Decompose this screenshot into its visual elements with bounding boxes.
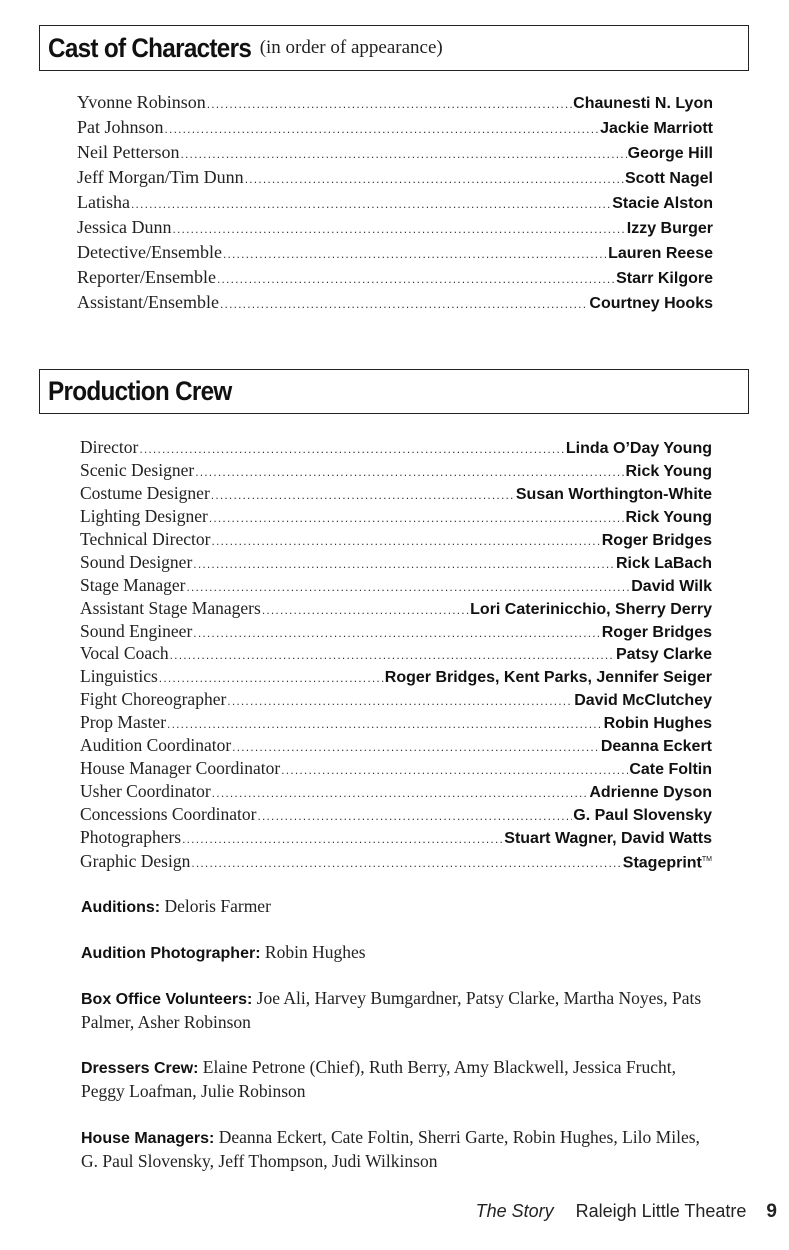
crew-name: David McClutchey — [574, 692, 712, 710]
crew-name: Roger Bridges — [601, 623, 712, 641]
crew-name: Stuart Wagner, David Watts — [504, 829, 712, 847]
crew-row — [80, 459, 712, 482]
leader-dots — [212, 782, 589, 805]
trademark-mark: TM — [701, 855, 712, 863]
crew-name: Rick Young — [625, 508, 712, 526]
leader-dots — [227, 690, 573, 713]
cast-actor: Jackie Marriott — [600, 120, 713, 137]
credit-auditions — [81, 895, 721, 919]
cast-list — [77, 90, 713, 315]
credit-text: Deanna Eckert, Cate Foltin, Sherri Garte, Robin Hughes, Lilo Miles, G. Paul Slovensky, Jeff Thompson, Judi Wilkinson — [81, 1127, 700, 1171]
credit-label: House Managers: — [81, 1130, 215, 1147]
crew-role: Sound Engineer — [80, 620, 193, 641]
cast-row — [77, 290, 713, 315]
credit-audition-photographer — [81, 941, 721, 965]
crew-name: Roger Bridges, Kent Parks, Jennifer Seiger — [384, 669, 712, 687]
crew-row — [80, 826, 712, 849]
crew-name: Adrienne Dyson — [589, 784, 712, 802]
leader-dots — [195, 461, 624, 484]
crew-role: Vocal Coach — [80, 643, 169, 664]
crew-heading: Production Crew — [48, 376, 232, 406]
crew-role: Assistant Stage Managers — [80, 597, 261, 618]
crew-row — [80, 780, 712, 803]
leader-dots — [207, 92, 572, 117]
cast-actor: Courtney Hooks — [589, 295, 713, 312]
cast-actor: George Hill — [627, 145, 713, 162]
crew-row — [80, 803, 712, 826]
leader-dots — [217, 267, 615, 292]
page-footer — [476, 1201, 777, 1223]
crew-name: Linda O’Day Young — [565, 440, 712, 457]
crew-role: Technical Director — [80, 528, 211, 549]
cast-row — [77, 165, 713, 190]
leader-dots — [257, 805, 572, 828]
leader-dots — [186, 576, 630, 599]
credit-text: Joe Ali, Harvey Bumgardner, Patsy Clarke, Martha Noyes, Pats Palmer, Asher Robinson — [81, 988, 702, 1032]
crew-row — [80, 551, 712, 574]
crew-role: Linguistics — [80, 666, 158, 687]
crew-row — [80, 734, 712, 757]
crew-name: Roger Bridges — [601, 531, 712, 549]
crew-name: Lori Caterinicchio, Sherry Derry — [470, 600, 712, 618]
crew-row — [80, 688, 712, 711]
crew-name: Patsy Clarke — [615, 646, 712, 664]
crew-name: G. Paul Slovensky — [573, 807, 712, 824]
crew-row — [80, 482, 712, 505]
crew-row — [80, 665, 712, 688]
crew-row — [80, 528, 712, 551]
leader-dots — [245, 167, 624, 192]
cast-row — [77, 115, 713, 140]
leader-dots — [209, 507, 625, 530]
leader-dots — [191, 852, 621, 875]
crew-name: Susan Worthington-White — [515, 485, 712, 503]
cast-actor: Chaunesti N. Lyon — [573, 95, 713, 112]
leader-dots — [165, 117, 600, 142]
leader-dots — [167, 713, 603, 736]
cast-role: Assistant/Ensemble — [77, 292, 219, 312]
crew-role: Stage Manager — [80, 574, 186, 595]
page-number: 9 — [766, 1201, 777, 1222]
leader-dots — [193, 553, 615, 576]
leader-dots — [131, 192, 611, 217]
cast-row — [77, 90, 713, 115]
cast-actor: Scott Nagel — [624, 170, 713, 187]
cast-row — [77, 215, 713, 240]
leader-dots — [211, 530, 600, 553]
crew-row — [80, 757, 712, 780]
credit-label: Auditions: — [81, 899, 161, 916]
crew-list — [80, 436, 712, 872]
cast-actor: Starr Kilgore — [616, 270, 713, 287]
leader-dots — [180, 142, 626, 167]
crew-row — [80, 711, 712, 734]
credit-text: Deloris Farmer — [164, 896, 271, 916]
crew-row — [80, 574, 712, 597]
crew-role: Graphic Design — [80, 851, 191, 872]
crew-name: David Wilk — [631, 577, 712, 595]
crew-row — [80, 597, 712, 620]
cast-actor: Stacie Alston — [612, 195, 713, 212]
crew-row — [80, 642, 712, 665]
leader-dots — [232, 736, 600, 759]
cast-role: Yvonne Robinson — [77, 92, 206, 112]
credit-house-managers — [81, 1126, 721, 1173]
leader-dots — [262, 599, 469, 622]
cast-heading-box — [39, 25, 749, 71]
leader-dots — [182, 828, 503, 851]
cast-role: Neil Petterson — [77, 142, 180, 162]
cast-role: Jeff Morgan/Tim Dunn — [77, 167, 244, 187]
cast-row — [77, 140, 713, 165]
footer-theatre: Raleigh Little Theatre — [575, 1201, 747, 1221]
crew-role: House Manager Coordinator — [80, 758, 281, 779]
leader-dots — [281, 759, 628, 782]
crew-role: Director — [80, 437, 139, 457]
crew-role: Audition Coordinator — [80, 735, 232, 756]
crew-name-text: Stageprint — [622, 854, 702, 872]
crew-name: Robin Hughes — [603, 715, 712, 733]
crew-name: Cate Foltin — [629, 761, 712, 779]
leader-dots — [193, 622, 600, 645]
crew-role: Fight Choreographer — [80, 689, 227, 710]
crew-name — [623, 849, 712, 875]
crew-role: Scenic Designer — [80, 459, 195, 480]
cast-row — [77, 190, 713, 215]
crew-role: Sound Designer — [80, 551, 193, 572]
cast-role: Jessica Dunn — [77, 217, 172, 237]
cast-actor: Lauren Reese — [608, 245, 713, 262]
crew-row — [80, 505, 712, 528]
credit-text: Robin Hughes — [264, 942, 366, 962]
crew-role: Lighting Designer — [80, 505, 208, 526]
leader-dots — [211, 484, 515, 507]
leader-dots — [159, 667, 384, 690]
credit-dressers — [81, 1056, 721, 1103]
cast-role: Detective/Ensemble — [77, 242, 222, 262]
crew-role: Concessions Coordinator — [80, 804, 257, 824]
footer-show-title: The Story — [475, 1201, 554, 1221]
leader-dots — [220, 292, 588, 317]
cast-role: Latisha — [77, 192, 130, 212]
crew-row — [80, 849, 712, 872]
crew-name: Deanna Eckert — [600, 738, 712, 756]
crew-role: Photographers — [80, 826, 182, 847]
cast-heading: Cast of Characters — [48, 32, 252, 63]
cast-role: Reporter/Ensemble — [77, 267, 216, 287]
credit-label: Dressers Crew: — [81, 1060, 199, 1077]
leader-dots — [172, 217, 625, 242]
credit-label: Audition Photographer: — [81, 945, 261, 962]
crew-heading-box — [39, 369, 749, 414]
cast-row — [77, 240, 713, 265]
crew-name: Rick LaBach — [615, 554, 712, 572]
credit-text: Elaine Petrone (Chief), Ruth Berry, Amy Blackwell, Jessica Frucht, Peggy Loafman, Julie Robinson — [81, 1057, 676, 1101]
crew-role: Prop Master — [80, 712, 167, 733]
crew-role: Costume Designer — [80, 482, 210, 503]
credit-label: Box Office Volunteers: — [81, 991, 253, 1008]
leader-dots — [139, 438, 565, 461]
crew-row — [80, 620, 712, 643]
cast-role: Pat Johnson — [77, 117, 164, 137]
cast-actor: Izzy Burger — [626, 220, 713, 237]
credit-box-office — [81, 987, 721, 1034]
crew-role: Usher Coordinator — [80, 781, 211, 802]
leader-dots — [170, 644, 615, 667]
cast-subheading: (in order of appearance) — [259, 37, 443, 58]
leader-dots — [223, 242, 607, 267]
cast-row — [77, 265, 713, 290]
crew-name: Rick Young — [625, 462, 712, 480]
crew-row — [80, 436, 712, 459]
